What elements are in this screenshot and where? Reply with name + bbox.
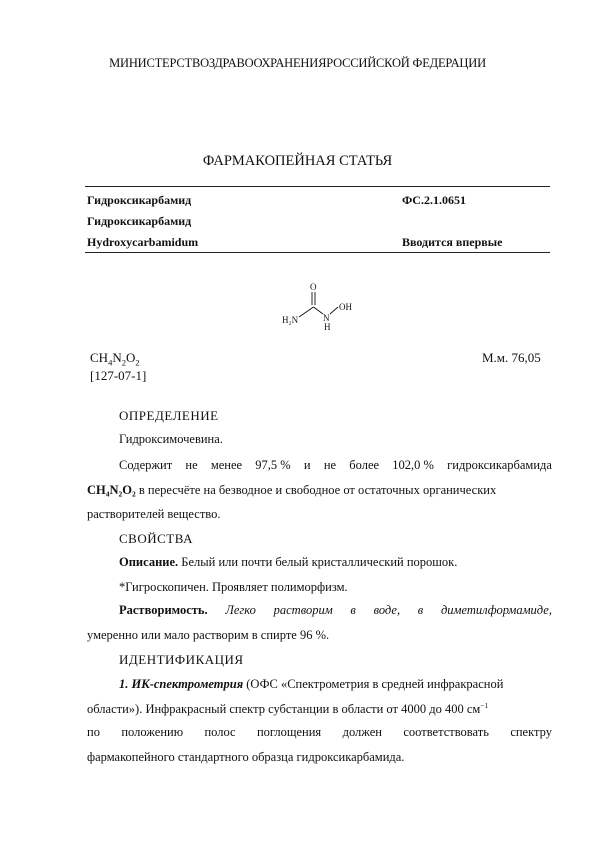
atom-hydroxyl: OH <box>339 302 352 312</box>
section-heading-definition: ОПРЕДЕЛЕНИЕ <box>119 408 219 423</box>
definition-line-2: CH₄N₂O₂ в пересчёте на безводное и свободное от остаточных органических <box>87 483 497 497</box>
header-rule-bottom <box>85 252 550 253</box>
molecular-weight: М.м. 76,05 <box>482 350 541 365</box>
synonym-text: Гидроксимочевина. <box>119 432 223 446</box>
hygroscopic-line: *Гигроскопичен. Проявляет полиморфизм. <box>119 580 348 594</box>
ir-line-3: по положению полос поглощения должен соответствовать спектру <box>87 725 552 739</box>
section-heading-identification: ИДЕНТИФИКАЦИЯ <box>119 652 244 667</box>
structural-formula <box>280 283 370 331</box>
ir-line-2: области»). Инфракрасный спектр субстанции в области от 4000 до 400 $см^{-1}$ <box>87 701 489 717</box>
name-latin: Hydroxycarbamidum <box>87 235 199 249</box>
document-type-title: ФАРМАКОПЕЙНАЯ СТАТЬЯ <box>202 153 393 169</box>
atom-amino: H₂N <box>282 315 299 325</box>
atom-nitrogen: N <box>323 313 330 323</box>
section-heading-properties: СВОЙСТВА <box>119 531 193 546</box>
ir-line-4: фармакопейного стандартного образца гидроксикарбамида. <box>87 750 405 764</box>
name-russian: Гидроксикарбамид <box>87 193 192 207</box>
ministry-title: МИНИСТЕРСТВОЗДРАВООХРАНЕНИЯРОССИЙСКОЙ ФЕДЕРАЦИИ <box>109 56 486 70</box>
solubility-line-2: умеренно или мало растворим в спирте 96 %. <box>87 628 330 642</box>
ir-line-1: 1. ИК-спектрометрия (ОФС «Спектрометрия в средней инфракрасной <box>119 677 504 691</box>
formula-bonds <box>299 292 338 317</box>
description-line: Описание. Белый или почти белый кристаллический порошок. <box>119 555 458 569</box>
atom-hydrogen: H <box>324 322 331 331</box>
cas-number: [127-07-1] <box>90 368 147 383</box>
molecular-formula: $CH_4N_2O_2$ <box>90 350 140 368</box>
solubility-line-1: Растворимость. Легко растворим в воде, в диметилформамиде, <box>119 603 552 617</box>
name-russian-alt: Гидроксикарбамид <box>87 214 192 228</box>
definition-line-1: Содержит не менее 97,5 % и не более 102,0 % гидроксикарбамида <box>119 458 552 472</box>
atom-oxygen: O <box>310 283 317 292</box>
definition-line-3: растворителей вещество. <box>87 507 221 521</box>
status-note: Вводится впервые <box>402 235 503 249</box>
header-rule-top <box>85 186 550 187</box>
monograph-code: ФС.2.1.0651 <box>402 193 466 207</box>
